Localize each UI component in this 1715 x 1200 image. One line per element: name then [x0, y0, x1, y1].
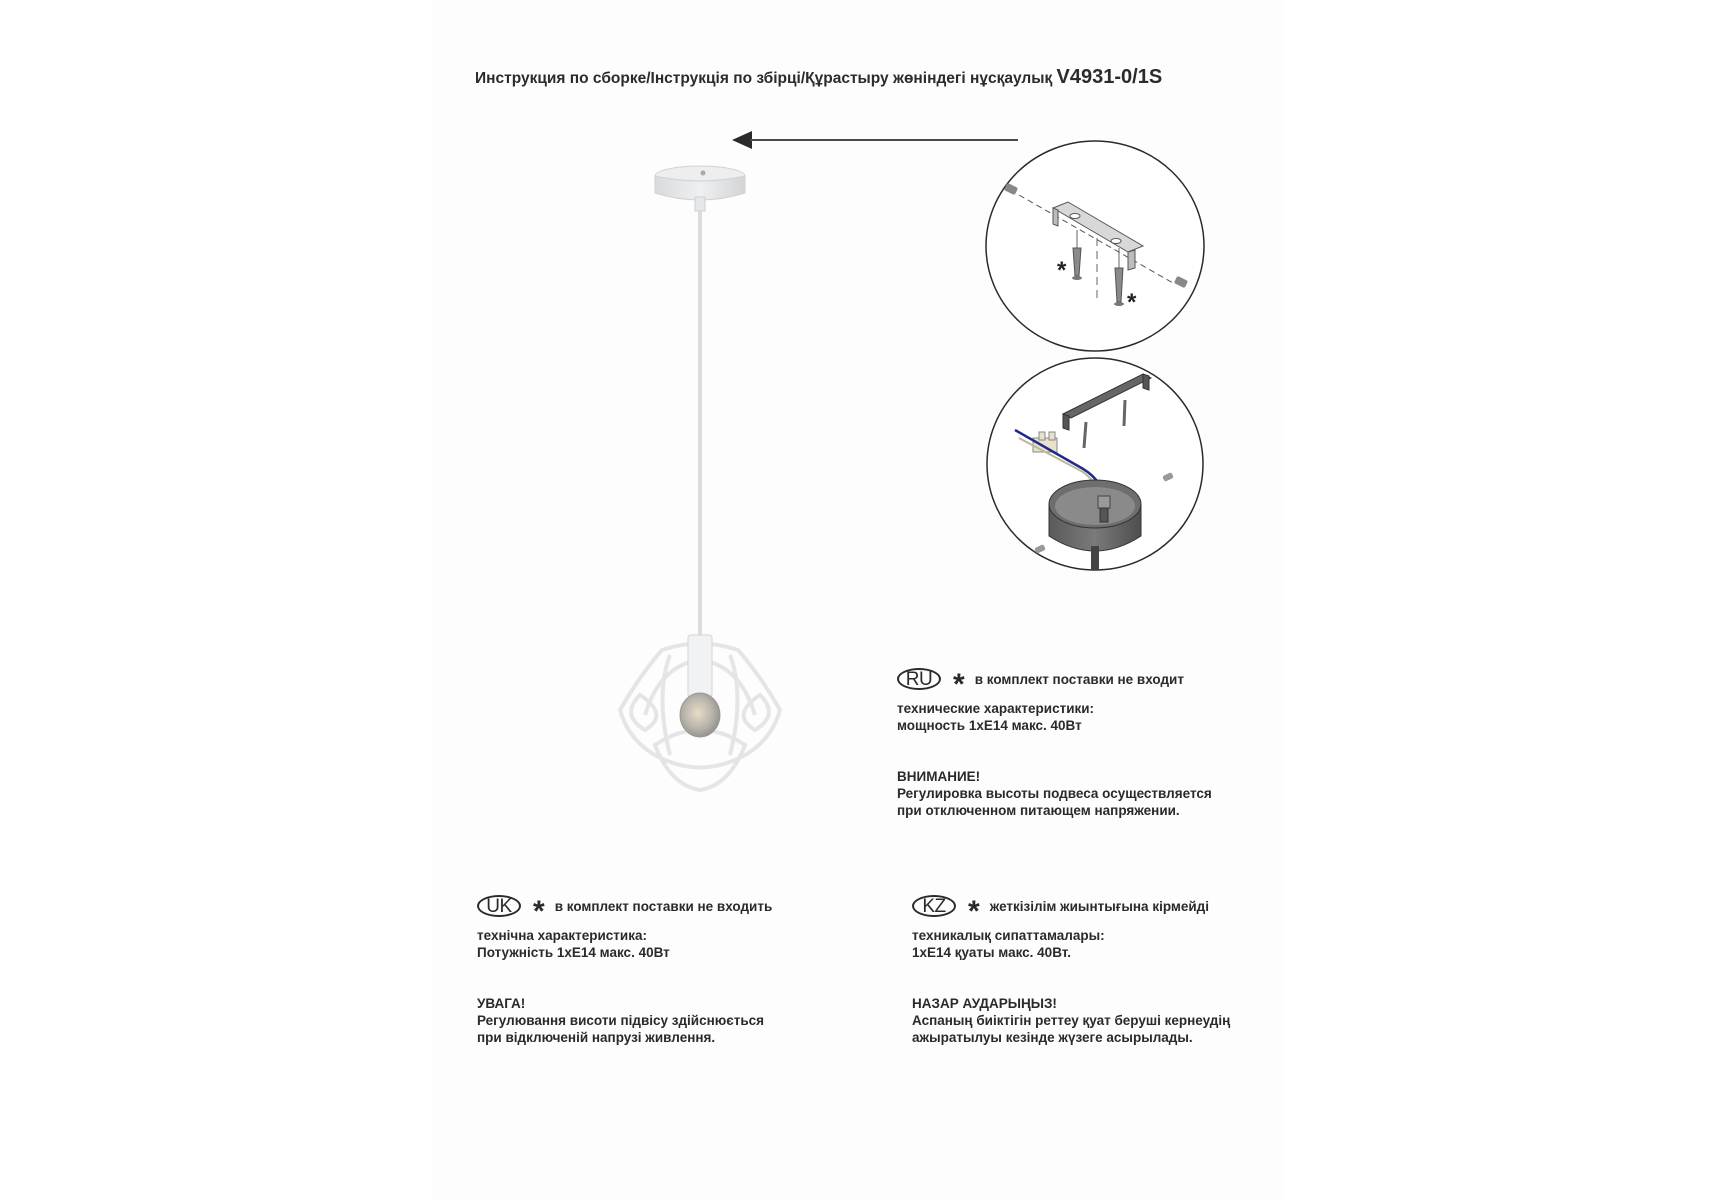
warning-heading: ВНИМАНИЕ!	[897, 769, 981, 784]
warning-heading: НАЗАР АУДАРЫҢЫЗ!	[912, 996, 1057, 1011]
specs-value: Потужність 1хЕ14 макс. 40Вт	[477, 945, 670, 960]
not-included-note: в комплект поставки не входить	[554, 898, 773, 914]
not-included-star: *	[953, 668, 965, 701]
specs-heading: технічна характеристика:	[477, 928, 647, 943]
not-included-star: *	[968, 895, 980, 928]
not-included-note: жеткізілім жиынтығына кірмейді	[989, 898, 1210, 914]
not-included-star: *	[533, 895, 545, 928]
model-number: V4931-0/1S	[1056, 66, 1163, 88]
not-included-star: *	[1057, 257, 1067, 284]
section-uk	[477, 893, 772, 1046]
specs-value: 1хЕ14 қуаты макс. 40Вт.	[912, 945, 1071, 960]
specs-heading: технические характеристики:	[897, 701, 1095, 716]
title-text: Инструкция по сборке/Інструкція по збірці/Құрастыру жөніндегі нұсқаулық	[475, 70, 1053, 87]
pendant-lamp-illustration	[600, 155, 800, 795]
warning-text-line1: Аспаның биіктігін реттеу қуат беруші кернеудің	[912, 1013, 1231, 1028]
warning-text-line1: Регулировка высоты подвеса осуществляется	[897, 786, 1212, 801]
bulb	[680, 693, 720, 737]
not-included-star: *	[1127, 289, 1137, 316]
warning-text-line1: Регулювання висоти підвісу здійснюється	[477, 1013, 765, 1028]
section-kz	[912, 893, 1230, 1046]
wiring-detail	[983, 356, 1207, 576]
socket	[688, 635, 712, 697]
specs-value: мощность 1хЕ14 макс. 40Вт	[897, 718, 1082, 733]
canopy	[655, 166, 745, 200]
language-badge-kz: KZ	[912, 895, 956, 917]
language-badge-uk: UK	[477, 895, 521, 917]
not-included-note: в комплект поставки не входит	[974, 671, 1184, 687]
mounting-bracket-detail	[983, 138, 1207, 354]
specs-heading: техникалық сипаттамалары:	[912, 928, 1105, 943]
language-badge-ru: RU	[897, 668, 941, 690]
warning-text-line2: ажыратылуы кезінде жүзеге асырылады.	[912, 1030, 1193, 1045]
warning-heading: УВАГА!	[477, 996, 526, 1011]
page-title	[475, 66, 1275, 89]
cord	[695, 197, 705, 655]
cable-gland	[1098, 496, 1110, 522]
warning-text-line2: при отключенном питающем напряжении.	[897, 803, 1180, 818]
warning-text-line2: при відключеній напрузі живлення.	[477, 1030, 716, 1045]
section-ru	[897, 666, 1212, 819]
